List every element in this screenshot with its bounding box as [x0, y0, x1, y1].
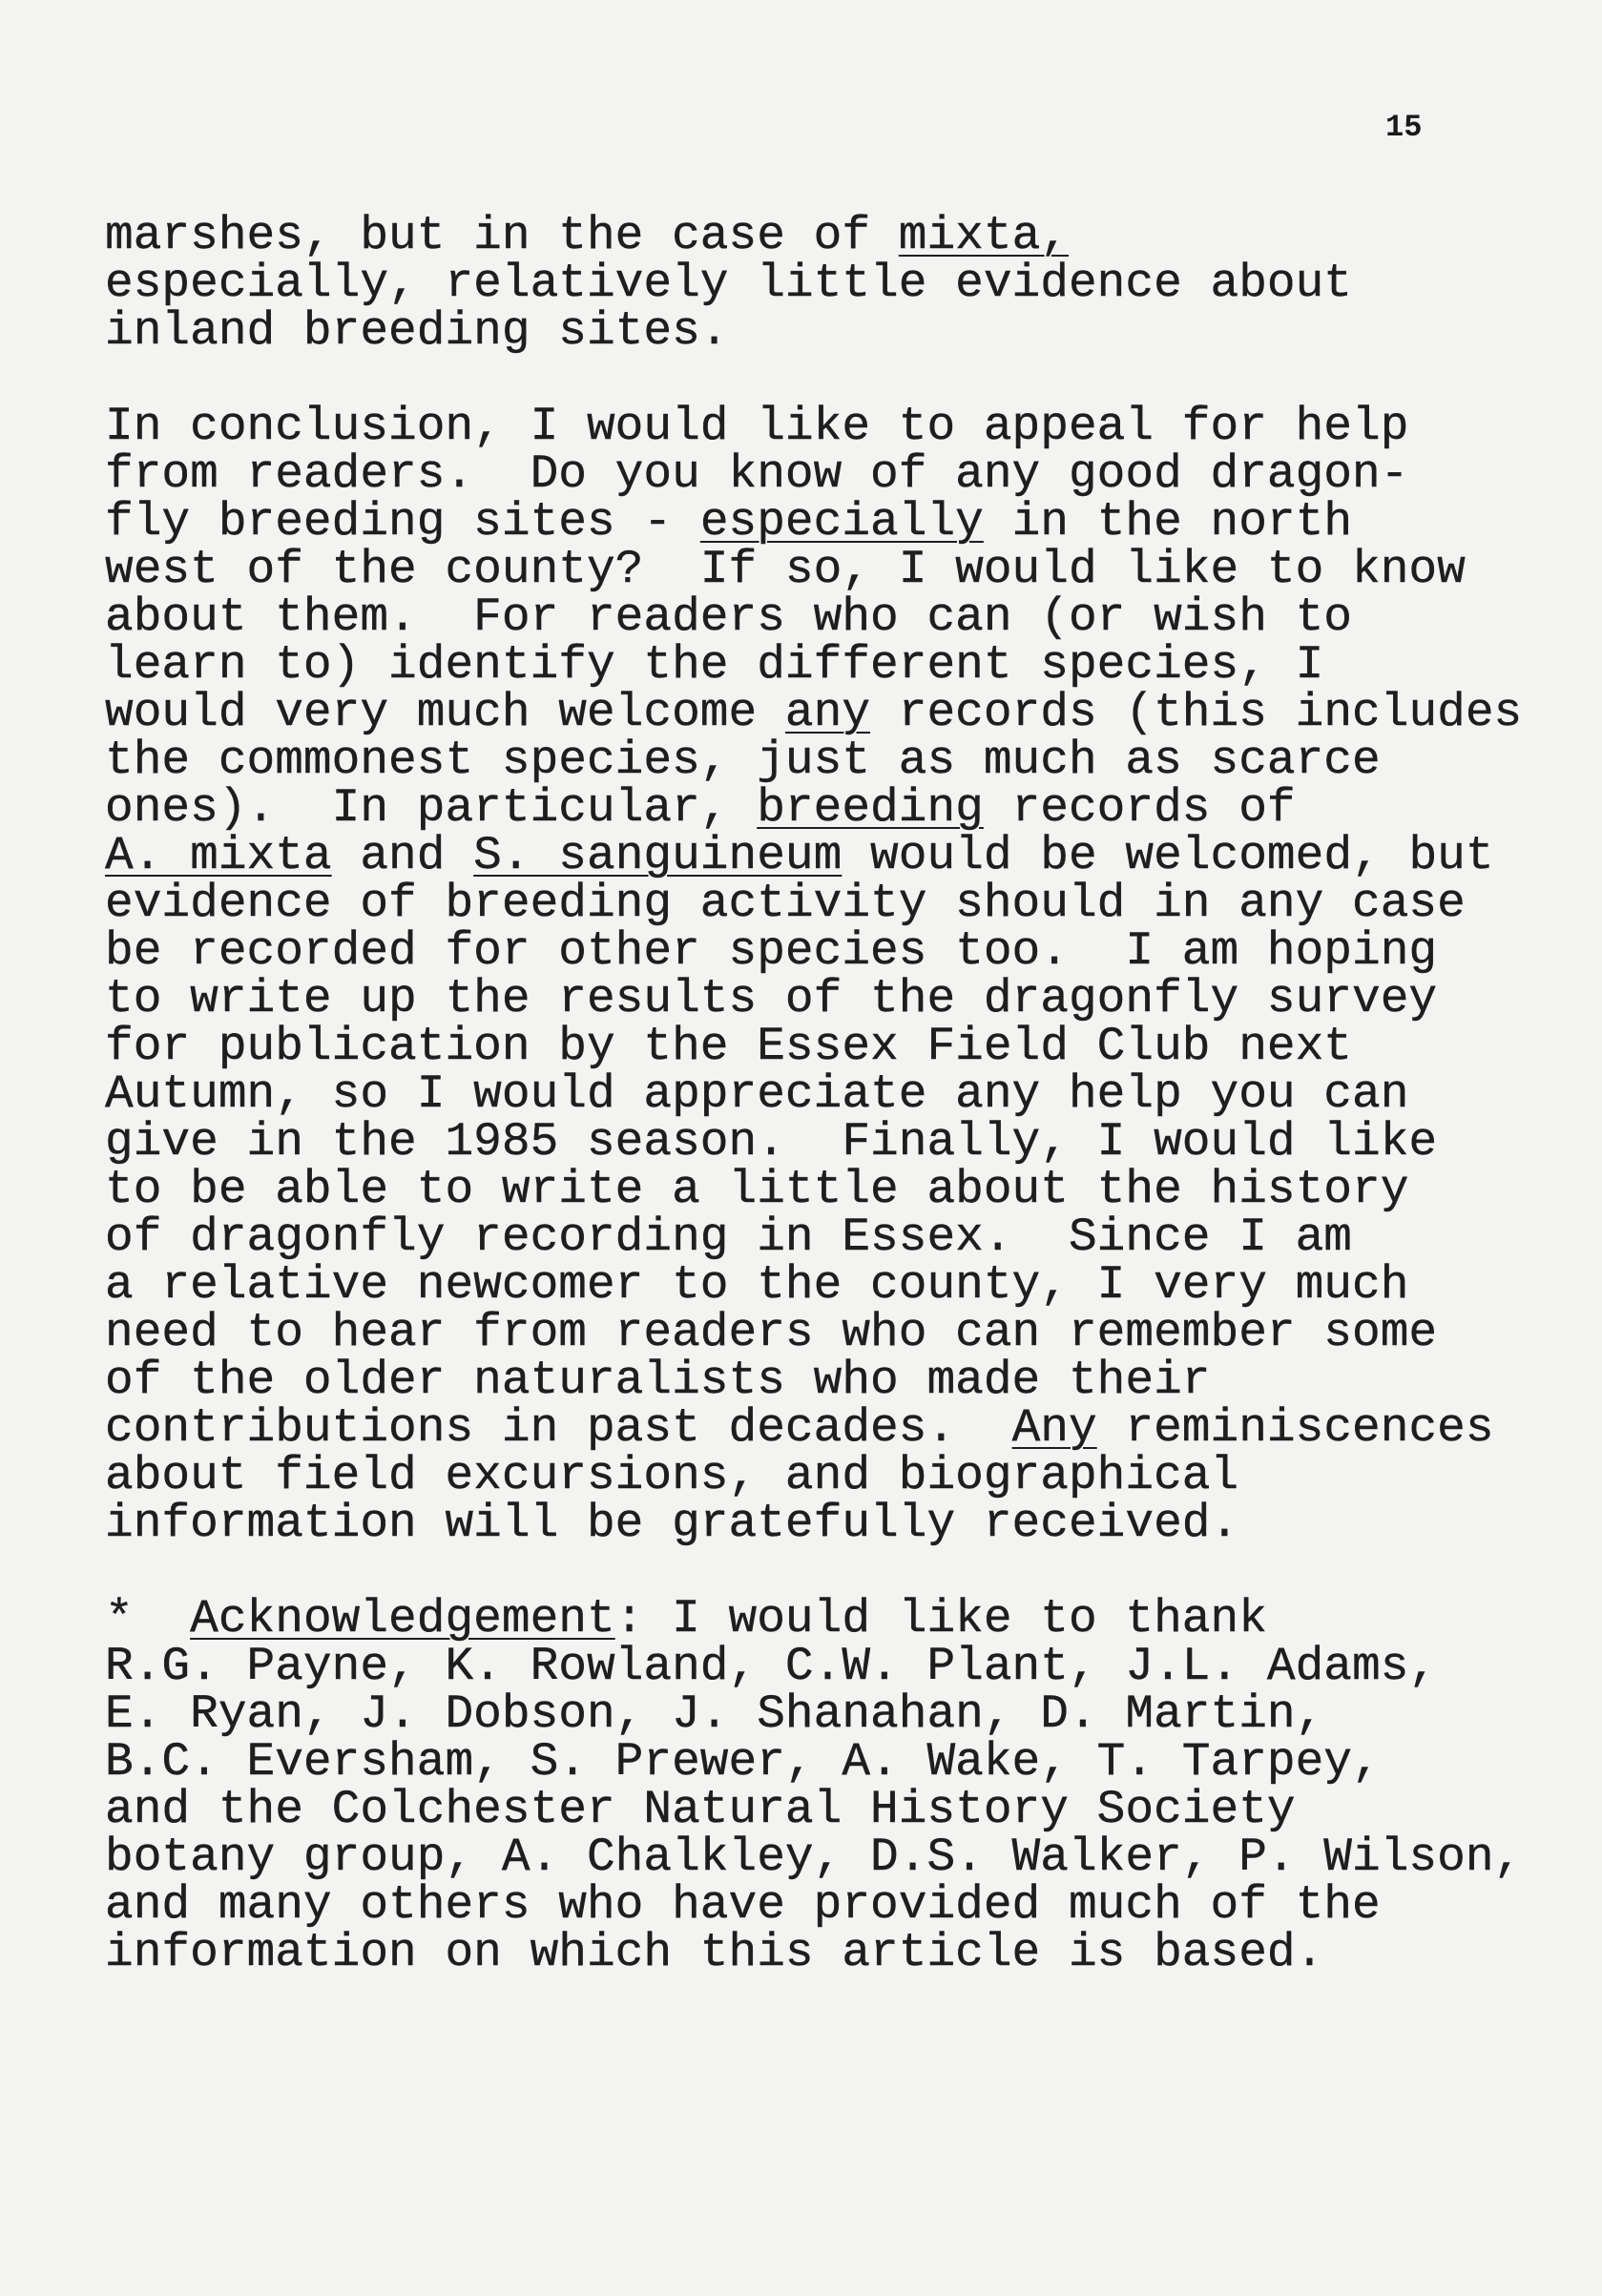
- text-segment: about them. For readers who can (or wish to: [105, 590, 1353, 644]
- text-segment: and: [331, 829, 474, 882]
- text-segment: for publication by the Essex Field Club next: [105, 1020, 1353, 1073]
- text-segment: In conclusion, I would like to appeal for help: [105, 400, 1409, 453]
- text-line: [105, 1926, 1574, 1979]
- underlined-text: mixta,: [898, 209, 1069, 262]
- text-segment: : I would like to thank: [614, 1592, 1267, 1645]
- text-line: [105, 1115, 1574, 1169]
- text-line: [105, 1640, 1574, 1693]
- text-line: [105, 1210, 1574, 1264]
- text-segment: would be welcomed, but: [842, 829, 1494, 882]
- text-line: [105, 924, 1574, 978]
- text-line: [105, 1163, 1574, 1216]
- text-line: [105, 1831, 1574, 1884]
- text-segment: give in the 1985 season. Finally, I would like: [105, 1115, 1438, 1169]
- text-line: [105, 686, 1574, 739]
- text-segment: reminiscences: [1096, 1401, 1494, 1455]
- text-line: [105, 638, 1574, 692]
- text-segment: would very much welcome: [105, 686, 785, 739]
- underlined-text: Acknowledgement: [190, 1592, 615, 1645]
- text-line: [105, 447, 1574, 501]
- text-line: [105, 400, 1574, 453]
- text-segment: ones). In particular,: [105, 781, 758, 835]
- text-segment: B.C. Eversham, S. Prewer, A. Wake, T. Tarpey,: [105, 1735, 1381, 1789]
- text-segment: a relative newcomer to the county, I very much: [105, 1258, 1409, 1312]
- text-segment: and many others who have provided much of the: [105, 1878, 1381, 1932]
- text-segment: and the Colchester Natural History Society: [105, 1783, 1296, 1836]
- text-segment: inland breeding sites.: [105, 304, 729, 358]
- text-line: [105, 209, 1574, 262]
- article-body: [105, 209, 1574, 2024]
- text-line: [105, 1592, 1574, 1645]
- text-segment: information will be gratefully received.: [105, 1497, 1239, 1550]
- page-number: 15: [1385, 110, 1423, 145]
- underlined-text: breeding: [757, 781, 984, 835]
- text-segment: marshes, but in the case of: [105, 209, 899, 262]
- acknowledgement-paragraph: [105, 1592, 1574, 1979]
- text-segment: of dragonfly recording in Essex. Since I am: [105, 1210, 1353, 1264]
- text-line: [105, 1067, 1574, 1121]
- underlined-text: A. mixta: [105, 829, 332, 882]
- text-segment: need to hear from readers who can remember some: [105, 1306, 1438, 1359]
- text-line: [105, 1306, 1574, 1359]
- text-segment: of the older naturalists who made their: [105, 1354, 1211, 1407]
- text-line: [105, 1735, 1574, 1789]
- text-segment: records (this includes: [870, 686, 1523, 739]
- text-segment: botany group, A. Chalkley, D.S. Walker, P. Wilson,: [105, 1831, 1523, 1884]
- underlined-text: especially: [699, 495, 984, 548]
- text-line: [105, 829, 1574, 882]
- text-line: [105, 1020, 1574, 1073]
- text-segment: E. Ryan, J. Dobson, J. Shanahan, D. Martin,: [105, 1687, 1324, 1741]
- text-line: [105, 1354, 1574, 1407]
- text-segment: to write up the results of the dragonfly survey: [105, 972, 1438, 1025]
- text-segment: in the north: [983, 495, 1353, 548]
- paragraph: [105, 400, 1574, 1550]
- text-line: [105, 1258, 1574, 1312]
- underlined-text: Any: [1011, 1401, 1097, 1455]
- text-line: [105, 877, 1574, 930]
- text-line: [105, 972, 1574, 1025]
- text-segment: be recorded for other species too. I am hoping: [105, 924, 1438, 978]
- text-segment: learn to) identify the different species, I: [105, 638, 1324, 692]
- text-segment: from readers. Do you know of any good dragon-: [105, 447, 1409, 501]
- text-line: [105, 1449, 1574, 1502]
- text-line: [105, 781, 1574, 835]
- text-line: [105, 495, 1574, 548]
- text-segment: to be able to write a little about the history: [105, 1163, 1409, 1216]
- text-segment: evidence of breeding activity should in any case: [105, 877, 1466, 930]
- text-segment: Autumn, so I would appreciate any help you can: [105, 1067, 1409, 1121]
- underlined-text: S. sanguineum: [473, 829, 843, 882]
- text-line: [105, 304, 1574, 358]
- text-line: [105, 257, 1574, 310]
- text-line: [105, 590, 1574, 644]
- text-line: [105, 1687, 1574, 1741]
- text-segment: information on which this article is based.: [105, 1926, 1324, 1979]
- text-line: [105, 734, 1574, 787]
- text-segment: about field excursions, and biographical: [105, 1449, 1239, 1502]
- text-segment: records of: [983, 781, 1296, 835]
- text-line: [105, 1401, 1574, 1455]
- text-line: [105, 1783, 1574, 1836]
- text-segment: fly breeding sites -: [105, 495, 700, 548]
- text-line: [105, 1878, 1574, 1932]
- text-segment: the commonest species, just as much as scarce: [105, 734, 1381, 787]
- text-segment: R.G. Payne, K. Rowland, C.W. Plant, J.L. Adams,: [105, 1640, 1438, 1693]
- text-segment: west of the county? If so, I would like to know: [105, 543, 1466, 596]
- text-segment: especially, relatively little evidence about: [105, 257, 1353, 310]
- text-line: [105, 1497, 1574, 1550]
- text-segment: contributions in past decades.: [105, 1401, 1012, 1455]
- paragraph: [105, 209, 1574, 358]
- text-line: [105, 543, 1574, 596]
- underlined-text: any: [784, 686, 871, 739]
- asterisk-marker: *: [105, 1592, 191, 1645]
